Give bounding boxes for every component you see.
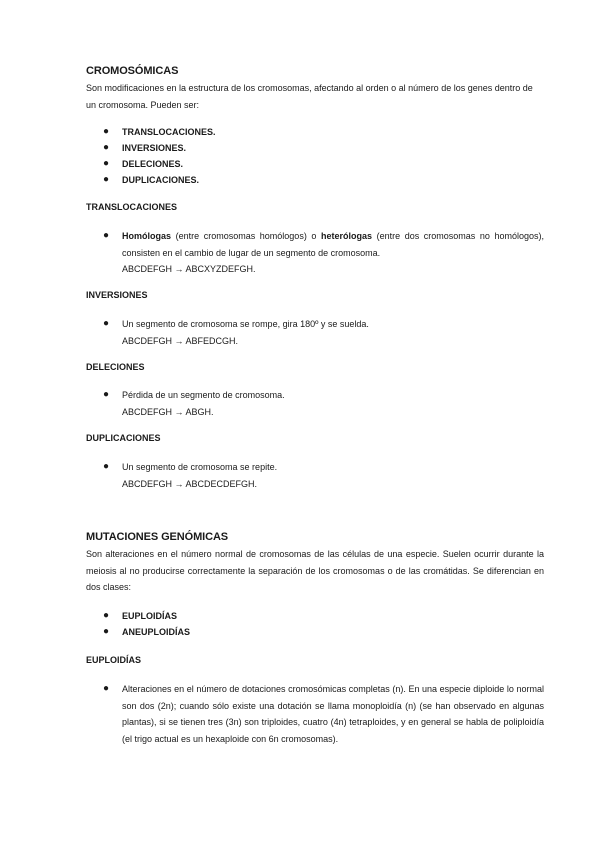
bullet-icon: ● xyxy=(103,174,110,185)
term-heterologas: heterólogas xyxy=(321,231,373,241)
deleciones-example: ABCDEFGH → ABGH. xyxy=(122,406,214,417)
bullet-icon: ● xyxy=(103,158,110,169)
bullet-icon: ● xyxy=(103,126,110,137)
bullet-icon: ● xyxy=(103,230,110,241)
section-title-genomicas: MUTACIONES GENÓMICAS xyxy=(86,531,229,543)
section-title-cromosomicas: CROMOSÓMICAS xyxy=(86,65,179,77)
intro-cromosomicas: Son modificaciones en la estructura de los cromosomas, afectando al orden o al número de los genes dentro de un cromosoma. Pueden ser: xyxy=(86,83,533,110)
bullet-icon: ● xyxy=(103,389,110,400)
bullet-icon: ● xyxy=(103,461,110,472)
inversiones-desc: Un segmento de cromosoma se rompe, gira 180º y se suelda. xyxy=(122,319,369,329)
intro-genomicas: Son alteraciones en el número normal de cromosomas de las células de una especie. Suelen ocurrir durante la meiosis al no producirse correctamente la separación de los cromosomas o de las cromátidas. Se diferencian en dos clases: xyxy=(86,549,544,592)
type-inversiones: INVERSIONES. xyxy=(122,143,187,153)
heading-inversiones: INVERSIONES xyxy=(86,290,148,300)
duplicaciones-example: ABCDEFGH → ABCDECDEFGH. xyxy=(122,478,258,489)
type-duplicaciones: DUPLICACIONES. xyxy=(122,175,200,185)
translocaciones-text-1: (entre cromosomas homólogos) o xyxy=(171,231,321,241)
class-aneuploidias: ANEUPLOIDÍAS xyxy=(122,627,191,637)
heading-deleciones: DELECIONES xyxy=(86,362,145,372)
translocaciones-example: ABCDEFGH → ABCXYZDEFGH. xyxy=(122,264,256,274)
duplicaciones-desc: Un segmento de cromosoma se repite. xyxy=(122,462,278,472)
deleciones-desc: Pérdida de un segmento de cromosoma. xyxy=(122,390,285,400)
euploidias-text: Alteraciones en el número de dotaciones cromosómicas completas (n). En una especie diploide lo normal son dos (2n); cuando sólo existe una dotación se llama monoploidía (n) (se han observado en algunas plantas), si se tienen tres (3n) son triploides, cuatro (4n) tetraploides, y en general se habla de poliploidía (el trigo actual es un hexaploide con 6n cromosomas). xyxy=(122,684,544,744)
bullet-icon: ● xyxy=(103,610,110,621)
heading-duplicaciones: DUPLICACIONES xyxy=(86,433,161,443)
class-euploidias: EUPLOIDÍAS xyxy=(122,611,178,621)
translocaciones-text-2: (entre dos cromosomas no homólogos), consisten en el cambio de lugar de un segmento de cromosoma. xyxy=(122,231,545,258)
translocaciones-text xyxy=(122,228,544,278)
bullet-icon: ● xyxy=(103,626,110,637)
deleciones-text xyxy=(122,387,544,420)
term-homologas: Homólogas xyxy=(122,231,172,241)
heading-translocaciones: TRANSLOCACIONES xyxy=(86,202,178,212)
bullet-icon: ● xyxy=(103,142,110,153)
inversiones-example: ABCDEFGH → ABFEDCGH. xyxy=(122,335,239,346)
inversiones-text xyxy=(122,316,544,349)
type-deleciones: DELECIONES. xyxy=(122,159,184,169)
duplicaciones-text xyxy=(122,459,544,492)
type-translocaciones: TRANSLOCACIONES. xyxy=(122,127,216,137)
heading-euploidias: EUPLOIDÍAS xyxy=(86,655,142,665)
bullet-icon: ● xyxy=(103,318,110,329)
bullet-icon: ● xyxy=(103,683,110,694)
